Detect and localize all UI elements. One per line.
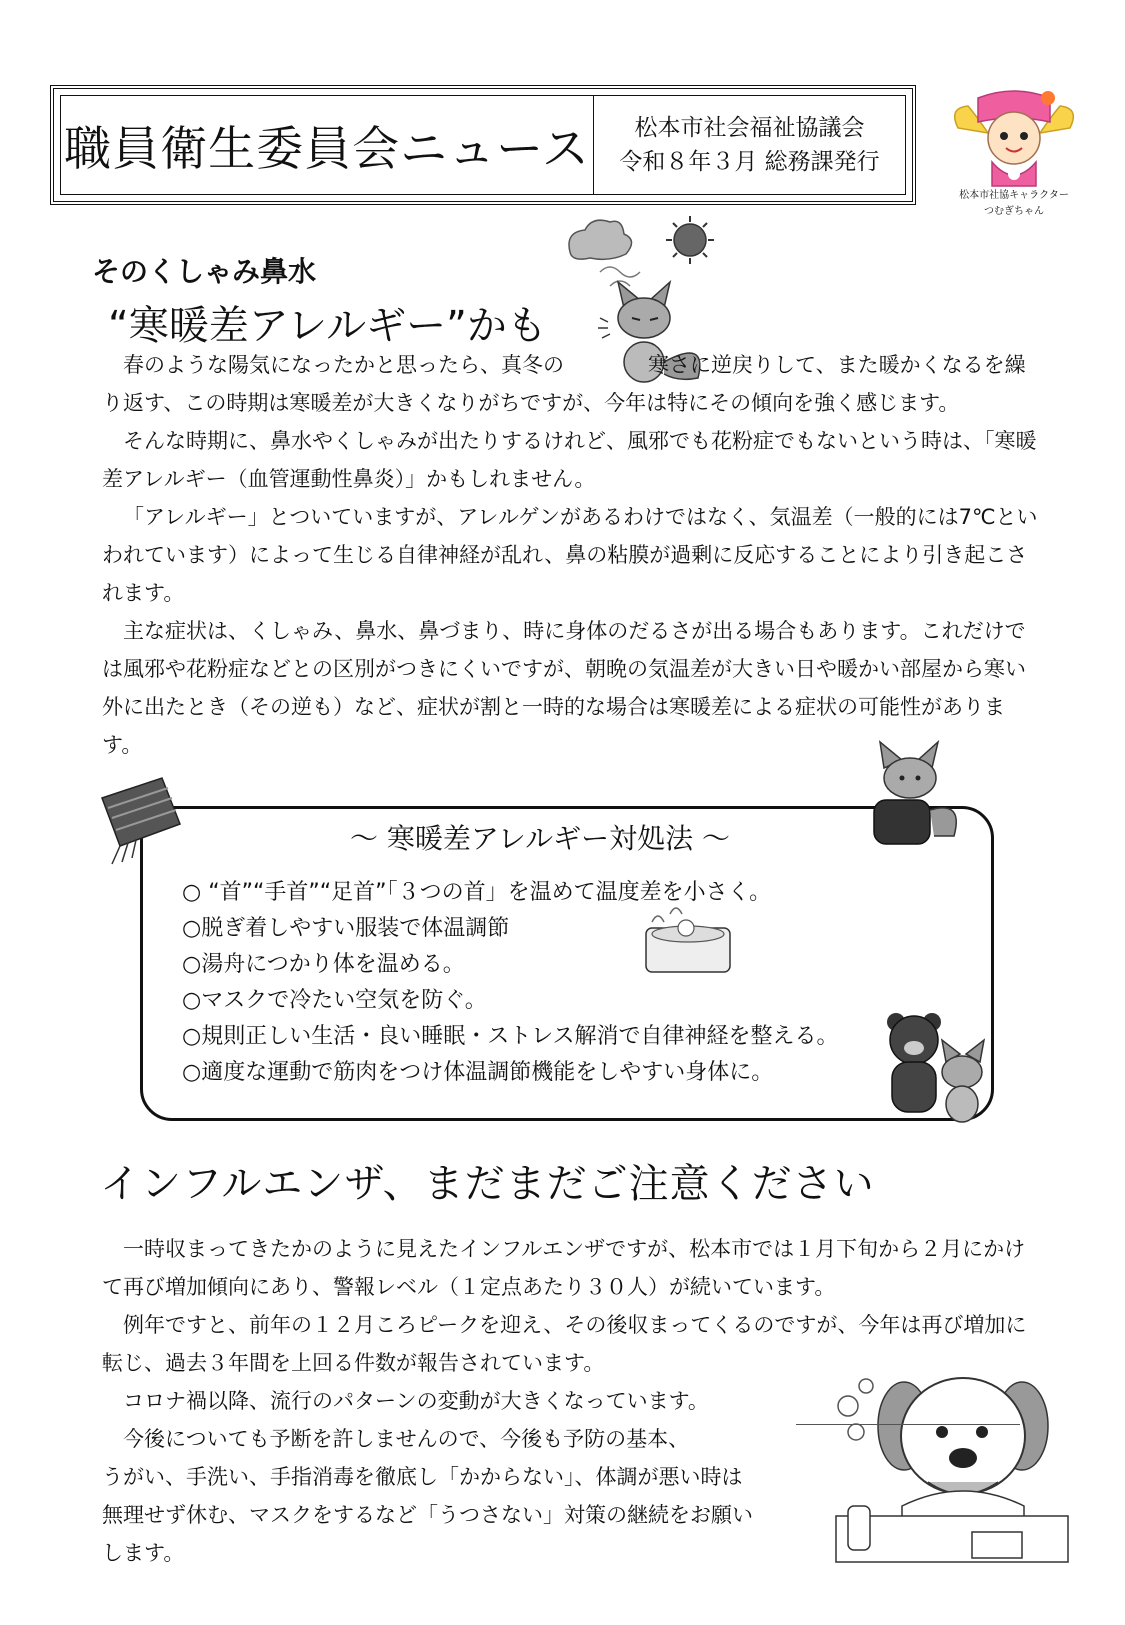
article1-paragraph-2: そんな時期に、鼻水やくしゃみが出たりするけれど、風邪でも花粉症でもないという時は、「寒暖差アレルギー（血管運動性鼻炎）」かもしれません。	[102, 429, 1037, 491]
mascot-caption-line2: つむぎちゃん	[984, 206, 1044, 217]
list-item: ○規則正しい生活・良い睡眠・ストレス解消で自律神経を整える。	[182, 1024, 839, 1049]
article1-subheading: そのくしゃみ鼻水	[92, 255, 317, 288]
article2-heading: インフルエンザ、まだまだご注意ください	[100, 1161, 875, 1207]
mascot-caption-line1: 松本市社協キャラクター	[959, 190, 1069, 201]
list-item: ○湯舟につかり体を温める。	[182, 952, 465, 977]
newsletter-title: 職員衛生委員会ニュース	[61, 96, 594, 194]
article2-closing-line-1: 今後についても予断を許しませんので、今後も予防の基本、	[123, 1427, 690, 1451]
divider	[796, 1424, 1020, 1425]
dog-handwashing-icon	[832, 1366, 1072, 1566]
article2-closing	[102, 1420, 822, 1572]
mascot-tsumugi-icon	[948, 88, 1080, 188]
newsletter-header	[50, 85, 916, 205]
article2-paragraph-1: 一時収まってきたかのように見えたインフルエンザですが、松本市では１月下旬から２月にかけて再び増加傾向にあり、警報レベル（１定点あたり３０人）が続いています。	[102, 1237, 1026, 1299]
article2-closing-line-4: します。	[102, 1541, 185, 1565]
countermeasure-list	[182, 875, 839, 1091]
article1-paragraph-3: 「アレルギー」とついていますが、アレルゲンがあるわけではなく、気温差（一般的には7℃といわれています）によって生じる自律神経が乱れ、鼻の粘膜が過剰に反応することにより引き起こされます。	[102, 505, 1038, 605]
article2-closing-line-3: 無理せず休む、マスクをするなど「うつさない」対策の継続をお願い	[102, 1503, 753, 1527]
article1-body	[102, 346, 1038, 764]
bear-and-fox-icon	[876, 1010, 996, 1126]
issue-date: 令和８年３月 総務課発行	[619, 149, 880, 175]
countermeasure-title: ～ 寒暖差アレルギー対処法 ～	[350, 822, 730, 855]
list-item: ○脱ぎ着しやすい服装で体温調節	[182, 916, 510, 941]
fox-with-bag-icon	[864, 740, 964, 850]
bathtub-icon	[640, 896, 736, 978]
publisher-name: 松本市社会福祉協議会	[634, 115, 865, 141]
article2-closing-line-2: うがい、手洗い、手指消毒を徹底し「かからない」、体調が悪い時は	[102, 1465, 743, 1489]
article1-paragraph-4: 主な症状は、くしゃみ、鼻水、鼻づまり、時に身体のだるさが出る場合もあります。これだけでは風邪や花粉症などとの区別がつきにくいですが、朝晩の気温差が大きい日や暖かい部屋から寒い外に出たとき（その逆も）など、症状が割と一時的な場合は寒暖差による症状の可能性があります。	[102, 619, 1026, 757]
publisher-block	[594, 96, 905, 194]
article1-paragraph-1: 春のような陽気になったかと思ったら、真冬の 寒さに逆戻りして、また暖かくなるを繰り返す、この時期は寒暖差が大きくなりがちですが、今年は特にその傾向を強く感じます。	[102, 353, 1026, 415]
article2-paragraph-2: 例年ですと、前年の１２月ころピークを迎え、その後収まってくるのですが、今年は再び増加に転じ、過去３年間を上回る件数が報告されています。	[102, 1313, 1027, 1375]
list-item: ○ “首”“手首”“足首”「３つの首」を温めて温度差を小さく。	[182, 880, 772, 905]
list-item: ○マスクで冷たい空気を防ぐ。	[182, 988, 487, 1013]
mascot-block	[948, 88, 1080, 220]
article1-heading: “寒暖差アレルギー”かも	[108, 303, 547, 349]
list-item: ○適度な運動で筋肉をつけ体温調節機能をしやすい身体に。	[182, 1060, 774, 1085]
scarf-icon	[92, 768, 188, 868]
article2-paragraph-3: コロナ禍以降、流行のパターンの変動が大きくなっています。	[123, 1389, 709, 1413]
